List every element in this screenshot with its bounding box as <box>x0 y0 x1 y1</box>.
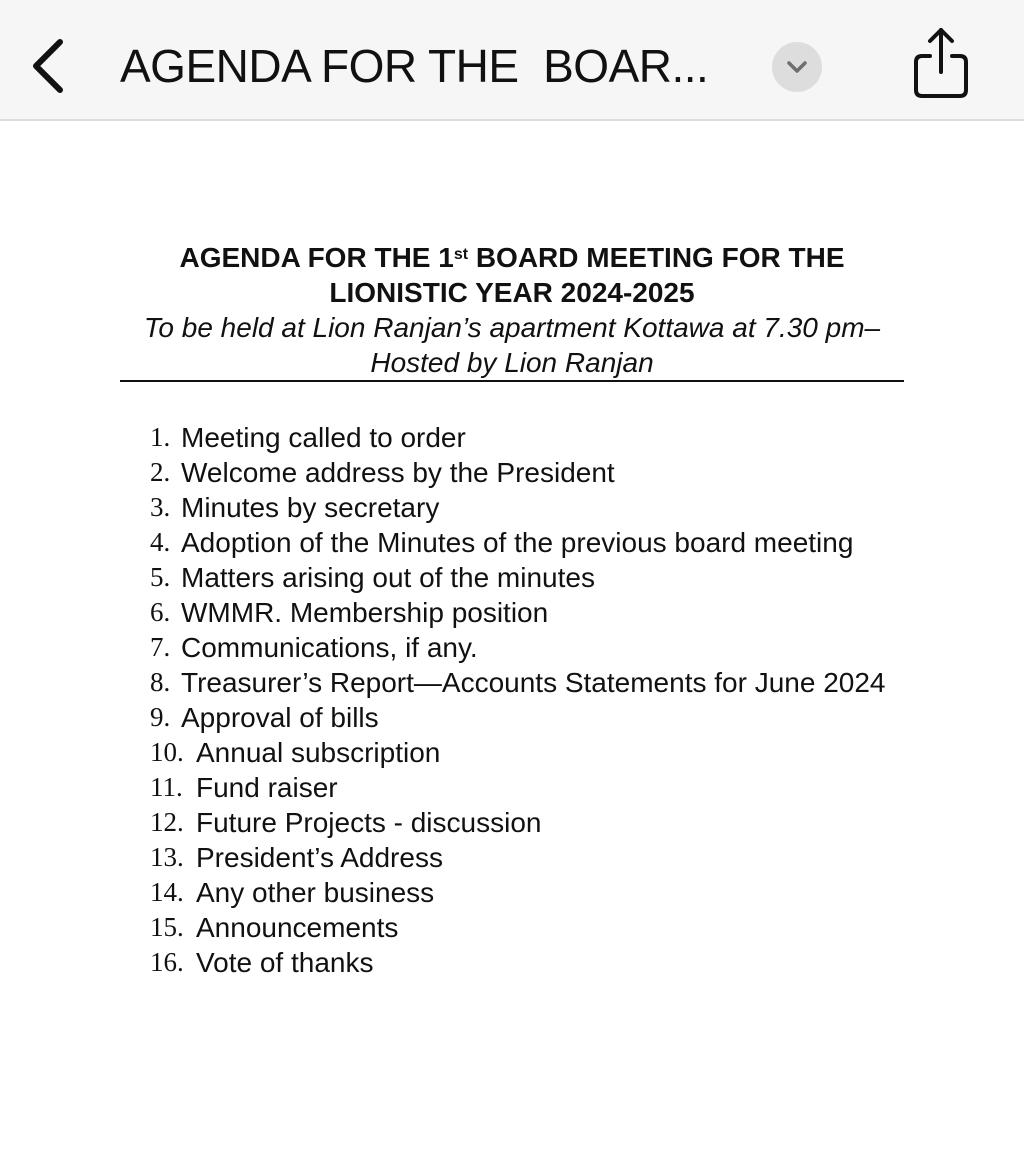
item-text: Adoption of the Minutes of the previous board meeting <box>181 527 854 558</box>
chevron-down-icon <box>784 54 810 80</box>
agenda-item <box>150 805 904 840</box>
agenda-subheading: To be held at Lion Ranjan’s apartment Kottawa at 7.30 pm– Hosted by Lion Ranjan <box>143 312 881 378</box>
back-button[interactable] <box>26 36 72 96</box>
document-page <box>120 240 904 980</box>
item-number: 7. <box>150 632 171 662</box>
item-text: Minutes by secretary <box>181 492 440 523</box>
agenda-list <box>120 420 904 980</box>
agenda-item <box>150 420 904 455</box>
item-text: Future Projects - discussion <box>196 807 542 838</box>
item-number: 15. <box>150 912 184 942</box>
item-text: Welcome address by the President <box>181 457 615 488</box>
item-number: 8. <box>150 667 171 697</box>
item-text: Fund raiser <box>196 772 338 803</box>
item-number: 14. <box>150 877 184 907</box>
item-text: WMMR. Membership position <box>181 597 549 628</box>
agenda-item <box>150 700 904 735</box>
top-toolbar <box>0 0 1024 121</box>
heading-part1: AGENDA FOR THE 1 <box>179 242 454 273</box>
item-number: 11. <box>150 772 183 802</box>
agenda-item <box>150 630 904 665</box>
agenda-item <box>150 735 904 770</box>
agenda-item <box>150 525 904 560</box>
heading-superscript: st <box>453 245 469 263</box>
agenda-item <box>150 665 904 700</box>
agenda-item <box>150 875 904 910</box>
document-title[interactable]: AGENDA FOR THE BOAR... <box>120 40 709 92</box>
share-icon <box>908 26 974 102</box>
agenda-item <box>150 840 904 875</box>
title-menu-button[interactable] <box>772 42 822 92</box>
agenda-item <box>150 560 904 595</box>
agenda-item <box>150 770 904 805</box>
item-text: Treasurer’s Report—Accounts Statements for June 2024 <box>181 667 886 698</box>
item-text: Communications, if any. <box>181 632 478 663</box>
heading-underline <box>120 380 904 382</box>
item-number: 6. <box>150 597 171 627</box>
item-text: Annual subscription <box>196 737 441 768</box>
agenda-item <box>150 490 904 525</box>
item-text: President’s Address <box>196 842 443 873</box>
item-number: 13. <box>150 842 184 872</box>
item-text: Approval of bills <box>181 702 379 733</box>
item-number: 9. <box>150 702 171 732</box>
item-number: 2. <box>150 457 171 487</box>
item-text: Vote of thanks <box>196 947 374 978</box>
item-text: Matters arising out of the minutes <box>181 562 595 593</box>
item-text: Any other business <box>196 877 435 908</box>
heading-part2: BOARD MEETING FOR THE LIONISTIC YEAR 2024-2025 <box>329 242 845 308</box>
item-number: 12. <box>150 807 184 837</box>
item-text: Meeting called to order <box>181 422 466 453</box>
agenda-item <box>150 910 904 945</box>
chevron-left-icon <box>26 36 72 96</box>
item-number: 10. <box>150 737 184 767</box>
item-text: Announcements <box>196 912 399 943</box>
item-number: 1. <box>150 422 171 452</box>
agenda-item <box>150 945 904 980</box>
item-number: 3. <box>150 492 171 522</box>
item-number: 4. <box>150 527 171 557</box>
item-number: 16. <box>150 947 184 977</box>
agenda-heading <box>120 240 904 310</box>
share-button[interactable] <box>908 26 974 102</box>
agenda-item <box>150 595 904 630</box>
agenda-item <box>150 455 904 490</box>
item-number: 5. <box>150 562 171 592</box>
